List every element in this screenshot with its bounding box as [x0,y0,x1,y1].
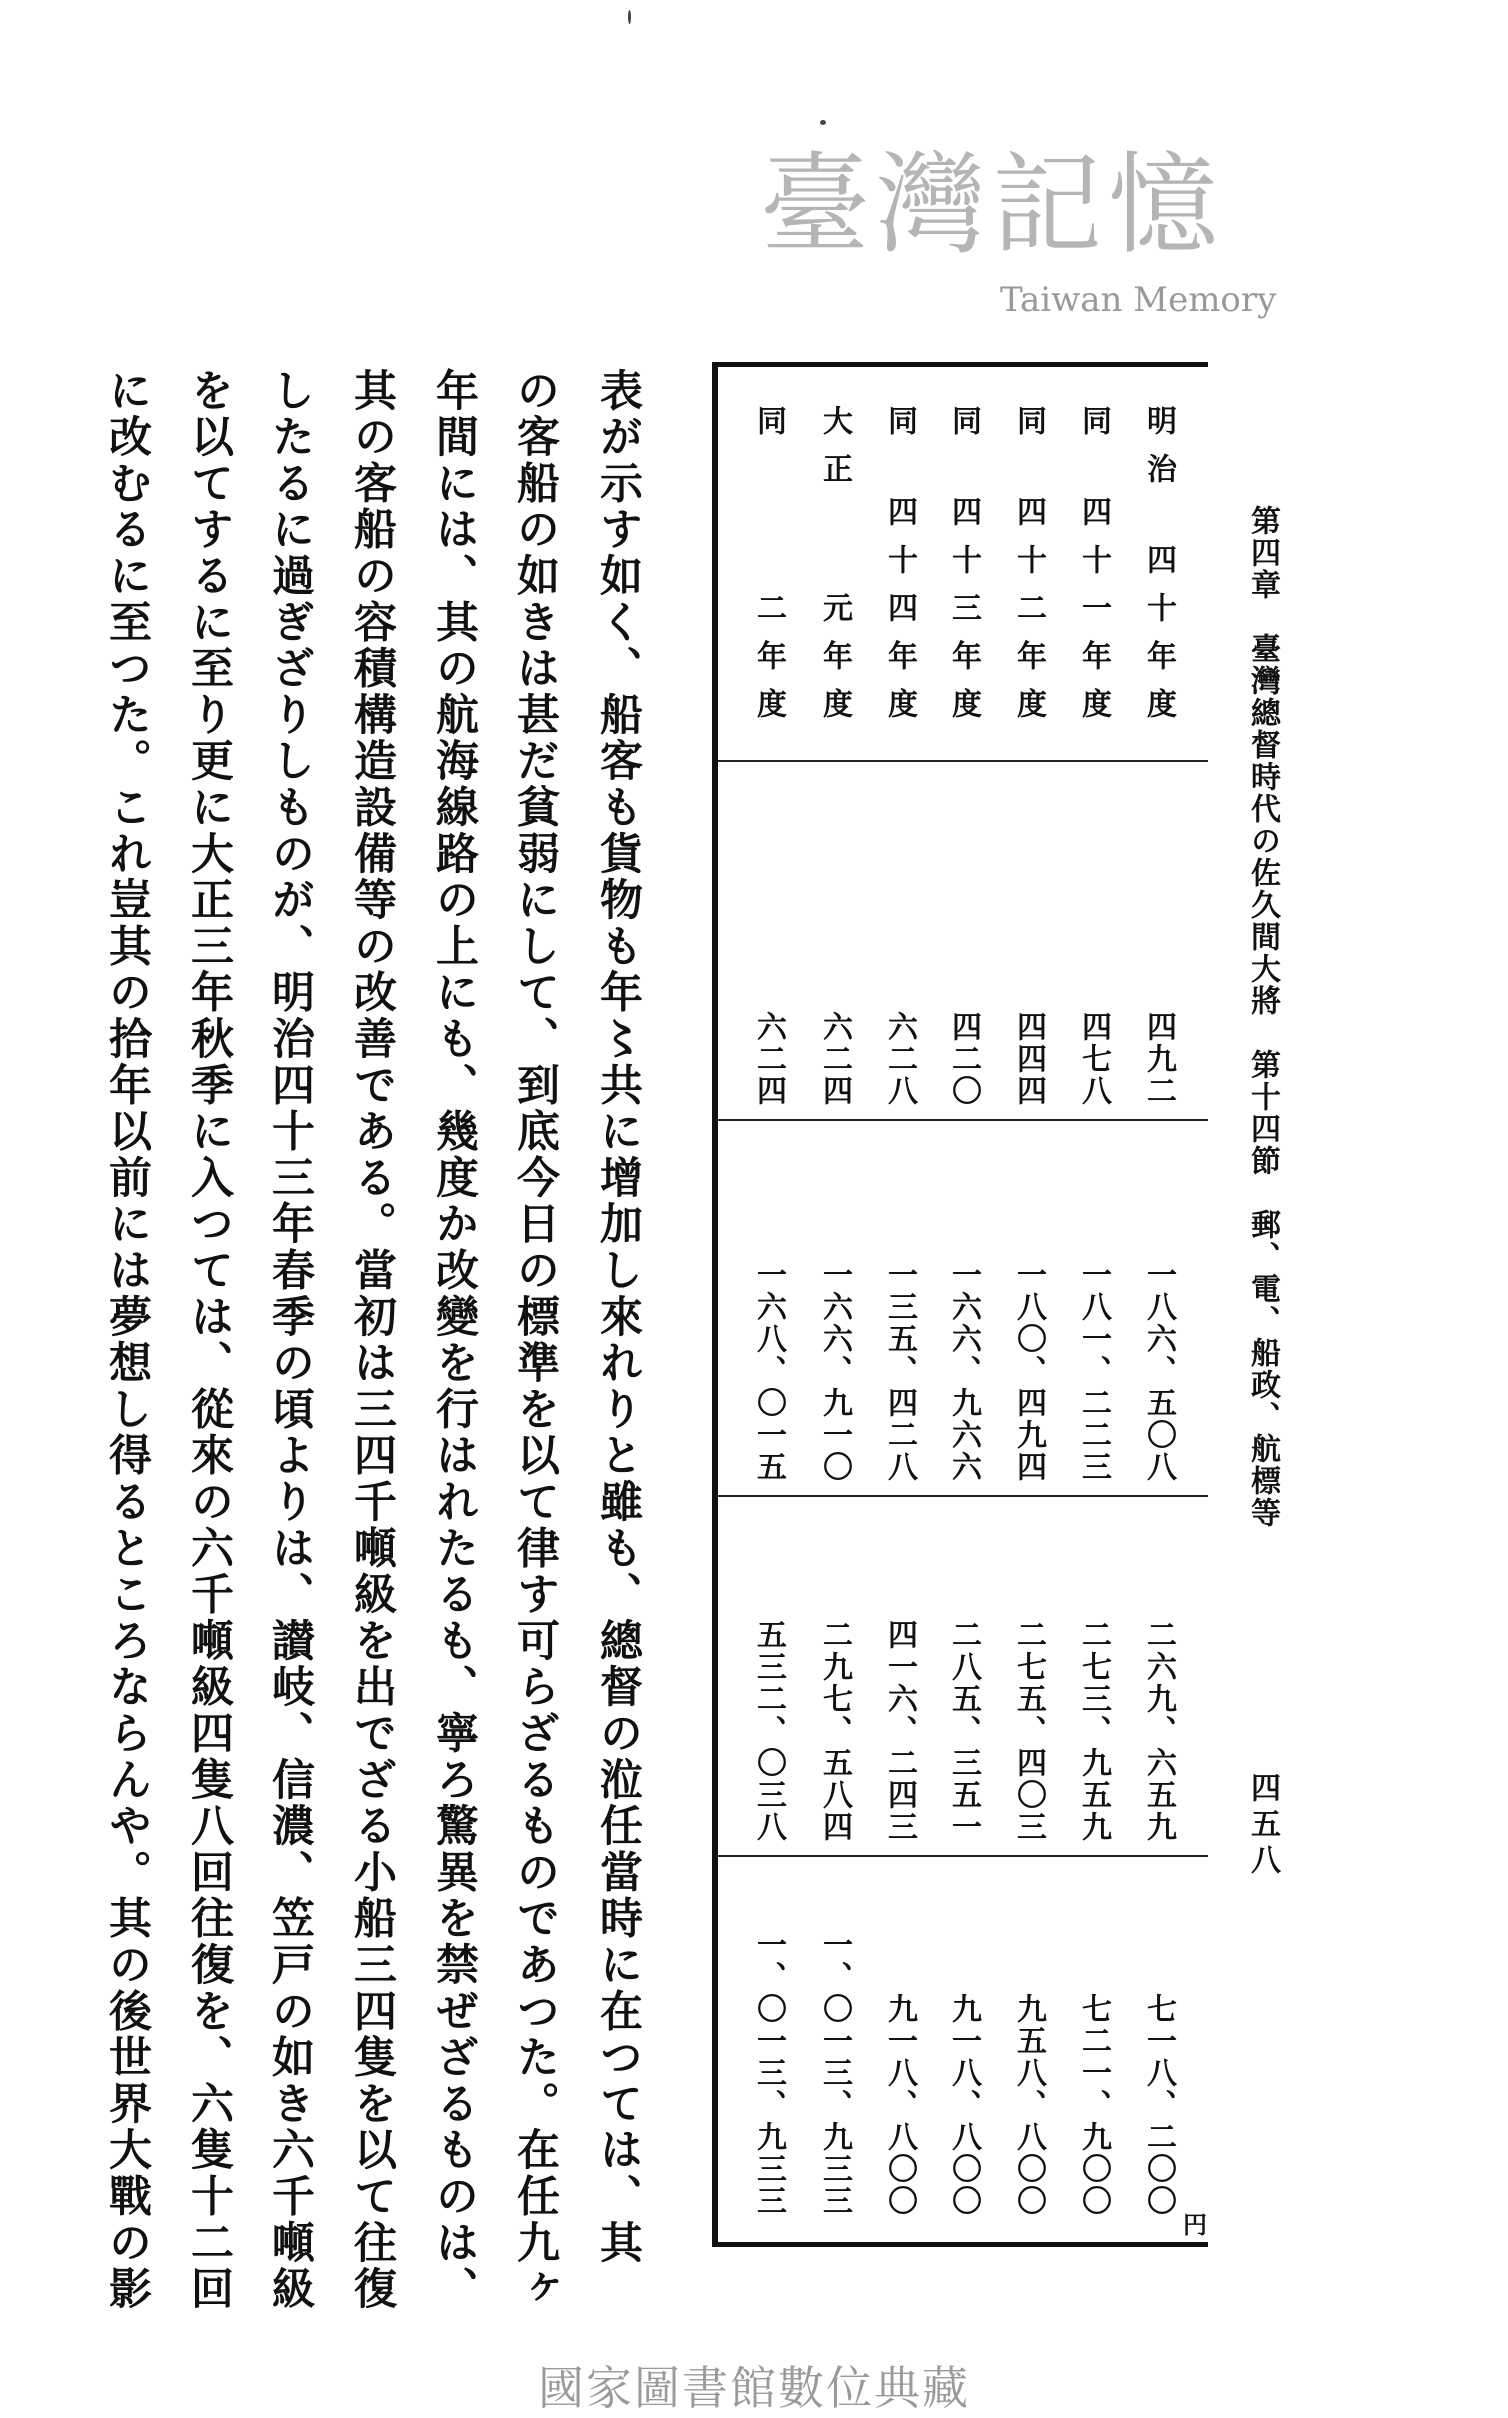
table-divider [718,1855,1208,1857]
table-cell-value: 四九二 [1141,1011,1176,1107]
year-era: 同 [1076,405,1111,453]
table-cell-year [1008,405,1048,736]
body-column: を以てするに至り更に大正三年秋季に入つては、從來の六千噸級四隻八回往復を、六隻十二回 [184,368,234,2313]
table-cell-value: 一六六、九六六 [946,1259,981,1483]
table-cell-value: 二八五、三五一 [946,1619,981,1843]
table-cell-year [1138,405,1178,736]
year-label: 元年度 [817,592,852,736]
table-cell-value: 一八〇、四九四 [1011,1259,1046,1483]
table-divider [718,1119,1208,1121]
table-cell-value: 一八一、二二三 [1076,1259,1111,1483]
table-cell-year [943,405,983,736]
table-cell-year [1073,405,1113,736]
table-cell-value: 九五八、八〇〇 [1011,1993,1046,2217]
year-label: 四十年度 [1141,544,1176,736]
table-cell-value: 一八六、五〇八 [1141,1259,1176,1483]
table-cell-value: 六二四 [817,1011,852,1107]
table-cell-value: 六二四 [751,1011,786,1107]
table-cell-value: 七一八、二〇〇 [1141,1993,1176,2217]
year-era: 同 [1011,405,1046,453]
table-cell-value: 五三二、〇三八 [751,1619,786,1843]
scan-speck [820,120,826,125]
year-label: 四十一年度 [1076,496,1111,736]
table-cell-year [814,405,854,736]
table-cell-value: 一六六、九一〇 [817,1259,852,1483]
table-cell-value: 九一八、八〇〇 [882,1993,917,2217]
year-era: 明治 [1141,405,1176,501]
unit-label: 円 [1183,2210,1207,2239]
table-cell-value: 四四四 [1011,1011,1046,1107]
year-label: 四十四年度 [882,496,917,736]
table-divider [718,760,1208,762]
body-column: の客船の如きは甚だ貧弱にして、到底今日の標準を以て律す可らざるものであつた。在任九ヶ [510,368,560,2313]
table-cell-value: 一、〇一三、九三三 [751,1929,786,2217]
table-cell-value: 一三五、四二八 [882,1259,917,1483]
year-label: 四十三年度 [946,496,981,736]
table-cell-value: 二九七、五八四 [817,1619,852,1843]
table-cell-value: 九一八、八〇〇 [946,1993,981,2217]
table-cell-year [748,405,788,736]
body-column: に改むるに至つた。これ豈其の拾年以前には夢想し得るところならんや。其の後世界大戰の影 [102,368,152,2313]
table-cell-year [879,405,919,736]
shipping-statistics-table [712,362,1208,2247]
year-era: 同 [946,405,981,453]
watermark-subtitle: Taiwan Memory [1000,280,1277,320]
body-column: 年間には、其の航海線路の上にも、幾度か改變を行はれたるも、寧ろ驚異を禁ぜざるものは、 [429,368,479,2313]
table-cell-value: 二七三、九五九 [1076,1619,1111,1843]
scan-speck [628,10,631,24]
body-column: 其の客船の容積構造設備等の改善である。當初は三四千噸級を出でざる小船三四隻を以て往復 [347,368,397,2313]
table-divider [718,1495,1208,1497]
year-era: 大正 [817,405,852,501]
watermark-logo: 臺灣記憶 [760,141,1224,269]
body-column: 表が示す如く、船客も貨物も年〻共に增加し來れりと雖も、總督の涖任當時に在つては、其 [593,368,643,2267]
year-label: 二年度 [751,592,786,736]
table-cell-value: 二七五、四〇三 [1011,1619,1046,1843]
footer-credit: 國家圖書館數位典藏 [538,2361,970,2415]
table-cell-value: 一六八、〇一五 [751,1259,786,1483]
year-era: 同 [751,405,786,453]
running-header: 第四章 臺灣總督時代の佐久間大將 第十四節 郵、電、船政、航標等 [1245,505,1280,1529]
table-cell-value: 六二八 [882,1011,917,1107]
table-cell-value: 四一六、二四三 [882,1619,917,1843]
year-era: 同 [882,405,917,453]
body-column: したるに過ぎざりしものが、明治四十三年春季の頃よりは、讃岐、信濃、笠戸の如き六千噸級 [265,368,315,2313]
table-cell-value: 二六九、六五九 [1141,1619,1176,1843]
table-cell-value: 四七八 [1076,1011,1111,1107]
table-cell-value: 一、〇一三、九三三 [817,1929,852,2217]
page-number: 四五八 [1245,1772,1280,1880]
year-label: 四十二年度 [1011,496,1046,736]
table-cell-value: 七二一、九〇〇 [1076,1993,1111,2217]
table-cell-value: 四二〇 [946,1011,981,1107]
